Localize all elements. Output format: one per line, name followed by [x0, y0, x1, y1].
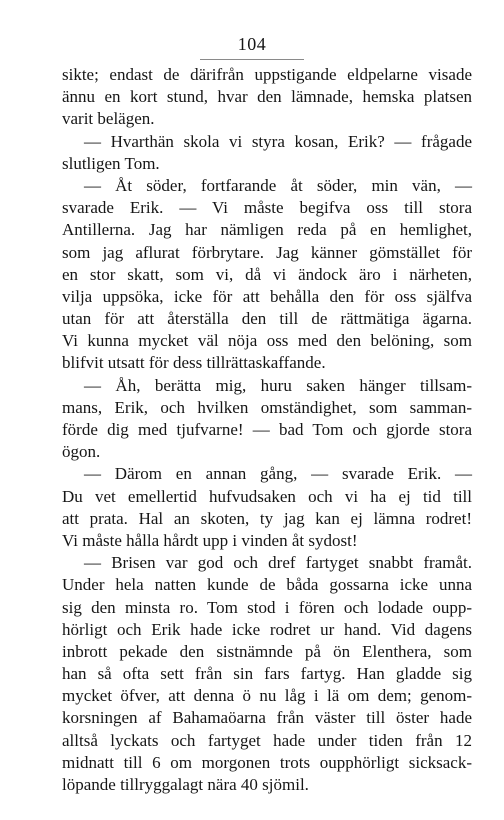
text-line: sig den minsta ro. Tom stod i fören och lodade oupp-: [62, 597, 472, 617]
text-line: att prata. Hal an skoten, ty jag kan ej lämna rodret!: [62, 508, 472, 528]
text-line: alltså lyckats och fartyget hade under tiden från 12: [62, 730, 472, 750]
text-line: förde dig med tjufvarne! — bad Tom och gjorde stora: [62, 420, 472, 439]
text-line: Du vet emellertid hufvudsaken och vi ha ej tid till: [62, 486, 472, 506]
body-text: [62, 64, 472, 796]
header-rule: [200, 59, 304, 60]
text-line: — Brisen var god och dref fartyget snabbt framåt.: [84, 553, 472, 573]
text-line: Vi kunna mycket väl nöja oss med den belöning, som: [62, 331, 472, 351]
text-line: ögon.: [62, 442, 101, 462]
text-line: — Åt söder, fortfarande åt söder, min vän, —: [84, 175, 472, 195]
text-line: blifvit utsatt för dess tillrättaskaffande.: [62, 353, 326, 373]
text-line: slutligen Tom.: [62, 153, 160, 173]
text-line: vilja uppsöka, icke för att behålla den för oss själfva: [62, 286, 472, 306]
text-line: Antillerna. Jag har nämligen reda på en hemlighet,: [62, 220, 472, 240]
text-line: han så ofta sett från sin fars fartyg. Han gladde sig: [62, 664, 472, 684]
text-line: — Hvarthän skola vi styra kosan, Erik? — frågade: [84, 131, 472, 151]
text-line: mycket öfver, att denna ö nu låg i lä om dem; genom-: [62, 686, 472, 706]
text-line: svarade Erik. — Vi måste begifva oss till stora: [62, 198, 472, 218]
text-line: Vi måste hålla hårdt upp i vinden åt sydost!: [62, 530, 358, 550]
text-line: — Åh, berätta mig, huru saken hänger tillsam-: [84, 375, 472, 395]
text-line: sikte; endast de därifrån uppstigande eldpelarne visade: [62, 65, 472, 84]
text-line: hörligt och Erik hade icke rodret ur hand. Vid dagens: [62, 619, 472, 639]
text-line: inbrott pekade den sistnämnde på ön Elenthera, som: [62, 641, 472, 661]
text-line: — Därom en annan gång, — svarade Erik. —: [84, 464, 472, 484]
text-line: ännu en kort stund, hvar den lämnade, hemska platsen: [62, 87, 472, 107]
text-line: midnatt till 6 om morgonen trots oupphörligt sicksack-: [62, 752, 472, 772]
text-line: Under hela natten kunde de båda gossarna icke unna: [62, 575, 472, 595]
text-line: en stor skatt, som vi, då vi ändock äro i närheten,: [62, 264, 472, 284]
text-line: varit belägen.: [62, 109, 155, 129]
page-number: 104: [237, 34, 267, 54]
text-line: mans, Erik, och hvilken omständighet, som samman-: [62, 397, 472, 417]
text-line: som jag aflurat förbrytare. Jag känner gömstället för: [62, 242, 472, 262]
text-line: utan för att återställa den till de rättmätiga ägarna.: [62, 309, 472, 329]
text-line: löpande tillryggalagt nära 40 sjömil.: [62, 775, 309, 794]
text-line: korsningen af Bahamaöarna från väster till öster hade: [62, 708, 472, 728]
